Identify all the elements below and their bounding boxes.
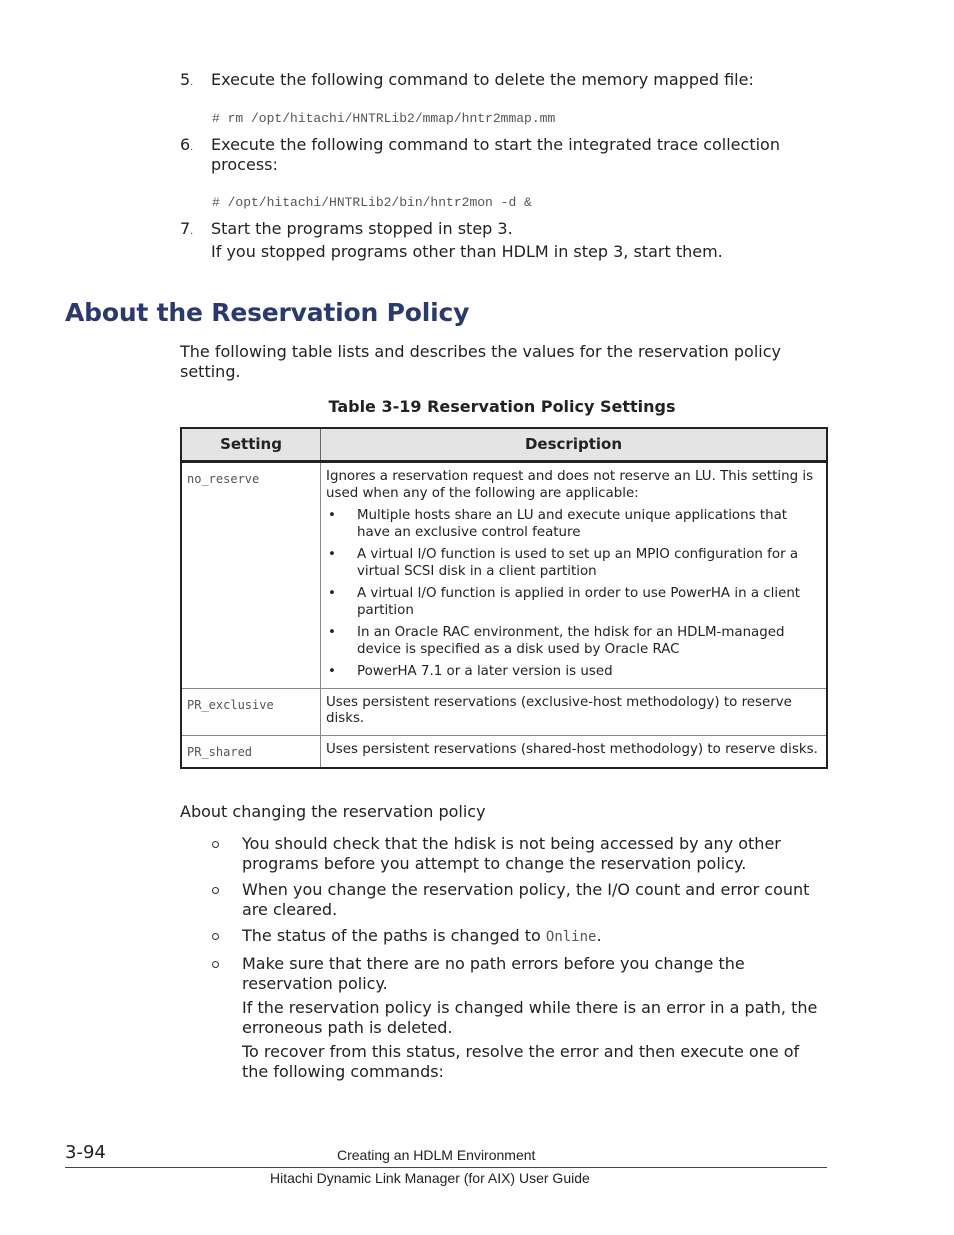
section-intro: The following table lists and describes the values for the reservation policy setting. [180, 342, 781, 381]
circle-bullet-icon [212, 841, 219, 848]
page-number: 3-94 [65, 1142, 106, 1163]
circle-bullet-icon [212, 933, 219, 940]
column-header-description: Description [321, 428, 828, 462]
table-row [181, 735, 827, 768]
step-text: Execute the following command to start the integrated trace collection process: [211, 135, 780, 174]
footer-divider [65, 1167, 827, 1168]
table-header-row [181, 428, 827, 462]
code-line: # /opt/hitachi/HNTRLib2/bin/hntr2mon -d & [212, 195, 532, 210]
table-caption: Table 3-19 Reservation Policy Settings [328, 397, 676, 416]
step-text: Start the programs stopped in step 3. [211, 219, 513, 238]
list-item: When you change the reservation policy, the I/O count and error count are cleared. [212, 880, 822, 924]
description-cell: Uses persistent reservations (exclusive-host methodology) to reserve disks. [321, 688, 828, 735]
step-text: Execute the following command to delete the memory mapped file: [211, 70, 754, 89]
status-code: Online [545, 929, 597, 945]
footer-guide-title: Hitachi Dynamic Link Manager (for AIX) User Guide [270, 1170, 590, 1186]
circle-bullet-icon [212, 887, 219, 894]
step-number: 7. [180, 219, 194, 238]
notes-title: About changing the reservation policy [180, 802, 486, 821]
list-item: • A virtual I/O function is used to set up an MPIO configuration for a virtual SCSI disk in a client partition [328, 547, 799, 579]
list-item: • In an Oracle RAC environment, the hdisk for an HDLM-managed device is specified as a disk used by Oracle RAC [328, 625, 785, 657]
code-line: # rm /opt/hitachi/HNTRLib2/mmap/hntr2mmap.mm [212, 111, 556, 126]
list-item: • Multiple hosts share an LU and execute unique applications that have an exclusive control feature [328, 508, 788, 540]
step-number: 6. [180, 135, 194, 154]
section-heading: About the Reservation Policy [65, 298, 470, 327]
setting-cell: PR_exclusive [181, 688, 321, 735]
footer-chapter: Creating an HDLM Environment [337, 1147, 536, 1163]
step-note: If you stopped programs other than HDLM in step 3, start them. [211, 242, 723, 261]
table-row [181, 462, 827, 689]
description-text: Ignores a reservation request and does not reserve an LU. This setting is used when any of the following are applicable: [326, 469, 814, 501]
circle-bullet-icon [212, 961, 219, 968]
reservation-policy-table [180, 427, 828, 769]
setting-cell: no_reserve [181, 462, 321, 689]
step-number: 5. [180, 70, 194, 89]
column-header-setting: Setting [181, 428, 321, 462]
list-item: The status of the paths is changed to Online. [212, 926, 822, 951]
list-item: • A virtual I/O function is applied in order to use PowerHA in a client partition [328, 586, 801, 618]
list-item: • PowerHA 7.1 or a later version is used [328, 664, 613, 679]
description-cell [321, 462, 828, 689]
table-row [181, 688, 827, 735]
setting-cell: PR_shared [181, 735, 321, 768]
list-item: Make sure that there are no path errors before you change the reservation policy. If the reservation policy is changed while there is an error in a path, the erroneous path is deleted. To recover from this status, resolve the error and then execute one of the following commands: [212, 954, 822, 1086]
description-cell: Uses persistent reservations (shared-host methodology) to reserve disks. [321, 735, 828, 768]
bullet-list [326, 508, 821, 681]
list-item: You should check that the hdisk is not being accessed by any other programs before you attempt to change the reservation policy. [212, 834, 822, 878]
